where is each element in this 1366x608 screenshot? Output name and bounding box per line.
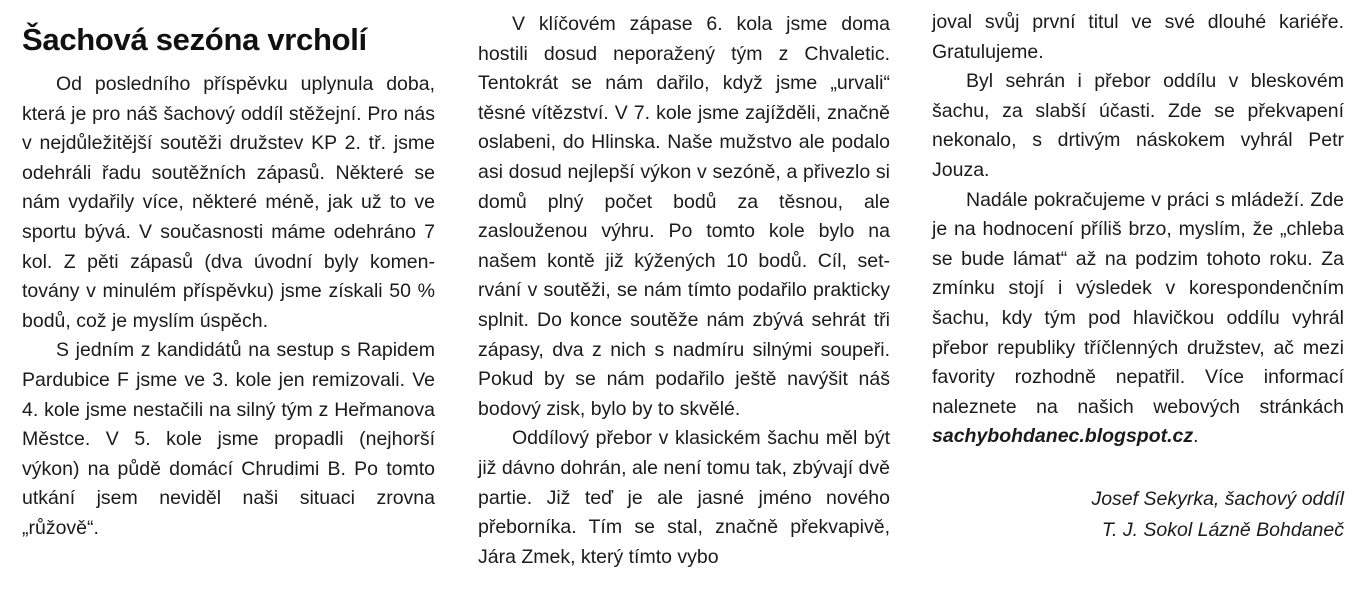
paragraph-continuation: joval svůj první titul ve své dlouhé kariéře. Gratulujeme.	[932, 11, 1344, 63]
article-column-3	[932, 0, 1344, 554]
signature	[1091, 484, 1344, 546]
paragraph-end: .	[1193, 425, 1199, 448]
paragraph: V klíčovém zápase 6. kola jsme doma hostili dosud neporažený tým z Chvaletic. Tentokrát se nám dařilo, když jsme „urvali“ těsné vítězství. V 7. kole jsme zajížděli, značně oslabeni, do Hlinska. Naše mužstvo ale podalo asi dosud nejlepší výkon v sezóně, a přivezlo si domů plný počet bodů za těsnou, ale zaslouženou výhru. Po tomto kole bylo na našem kontě již kýžených 10 bodů. Cíl, setrvání v soutěži, se nám tímto podařilo prakticky splnit. Do konce soutěže nám zbývá sehrát tři zápasy, dva z nich s nadmíru silnými soupeři. Pokud by se nám podařilo ještě navýšit náš bodový zisk, bylo by to skvělé.	[478, 13, 890, 420]
paragraph-with-link	[932, 186, 1344, 452]
article-column-2	[478, 0, 890, 572]
signature-author: Josef Sekyrka, šachový oddíl	[1091, 487, 1344, 510]
signature-organization: T. J. Sokol Lázně Bohdaneč	[1101, 518, 1344, 541]
article-title: Šachová sezóna vrcholí	[22, 22, 367, 57]
website-link[interactable]: sachybohdanec.blogspot.cz	[932, 425, 1194, 448]
paragraph: Od posledního příspěvku uplynula doba, která je pro náš šachový oddíl stěžejní. Pro nás v nejdůležitější soutěži družstev KP 2. tř. jsme odehráli řadu soutěžních zápasů. Některé se nám vydařily více, některé méně, jak už to ve sportu bývá. V současnosti máme odehráno 7 kol. Z pěti zápasů (dva úvodní byly komentovány v minulém příspěvku) jsme získali 50 % bodů, což je myslím úspěch.	[22, 73, 435, 332]
article-column-1	[22, 0, 435, 544]
paragraph: Byl sehrán i přebor oddílu v bleskovém šachu, za slabší účasti. Zde se překvapení nekonalo, s drtivým náskokem vyhrál Petr Jouza.	[932, 70, 1344, 181]
paragraph: S jedním z kandidátů na sestup s Rapidem Pardubice F jsme ve 3. kole jen remizovali. Ve 4. kole jsme nestačili na silný tým z Heřmanova Městce. V 5. kole jsme propadli (nejhorší výkon) na půdě domácí Chrudimi B. Po tomto utkání jsem neviděl naši situaci zrovna „růžově“.	[22, 339, 435, 539]
paragraph-text: Nadále pokračujeme v práci s mládeží. Zde je na hodnocení příliš brzo, myslím, že „chleba se bude lámat“ až na podzim tohoto roku. Za zmínku stojí i výsledek v korespondenčním šachu, kdy tým pod hlavičkou oddílu vyhrál přebor republiky tříčlenných družstev, ač mezi favority rozhodně nepatřil. Více informací naleznete na našich webových stránkách	[932, 188, 1344, 418]
signature-block	[932, 484, 1344, 554]
paragraph: Oddílový přebor v klasickém šachu měl být již dávno dohrán, ale není tomu tak, zbývají dvě partie. Již teď je ale jasné jméno nového přeborníka. Tím se stal, značně překvapivě, Jára Zmek, který tímto vybo	[478, 427, 890, 568]
